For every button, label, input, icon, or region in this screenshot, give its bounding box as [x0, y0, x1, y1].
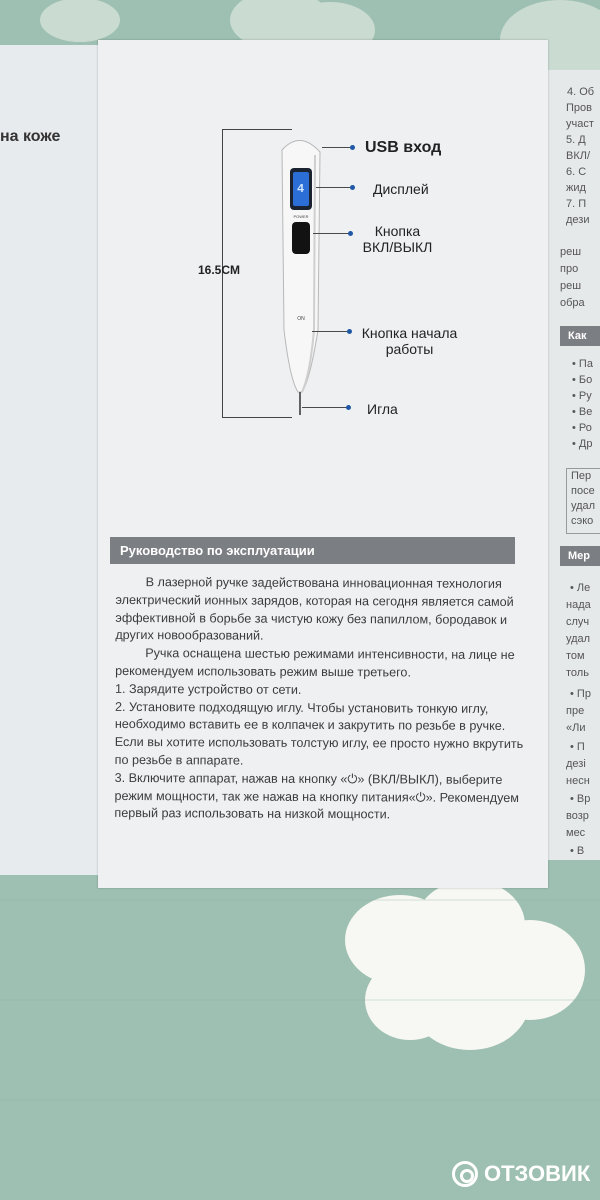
- leaflet-left-fold: [0, 45, 105, 875]
- right-line: • В: [570, 845, 585, 857]
- otzovik-watermark: [452, 1158, 590, 1190]
- instructions-text: [114, 574, 525, 825]
- right-line: случ: [566, 616, 590, 628]
- left-page-edge-text: на коже: [0, 128, 61, 145]
- right-bullet: • Ве: [572, 406, 593, 418]
- right-line: 6. С: [566, 166, 587, 178]
- right-bullet: • Бо: [572, 374, 593, 386]
- right-box-line: Пер: [571, 470, 592, 482]
- right-line: • Пр: [570, 688, 591, 700]
- right-bullet: • Ру: [572, 390, 592, 402]
- right-line: • Вр: [570, 793, 591, 805]
- right-line: Пров: [566, 102, 592, 114]
- callout-start-button: Кнопка начала работы: [361, 325, 458, 357]
- right-bullet: • Па: [572, 358, 593, 370]
- right-box-line: удал: [571, 500, 596, 512]
- leader-dot-usb: [350, 145, 355, 150]
- right-line: реш: [560, 246, 582, 258]
- right-section-bar-1: Как: [560, 326, 600, 346]
- callout-display: Дисплей: [373, 181, 429, 197]
- right-line: обра: [560, 297, 585, 309]
- pen-device-image: [270, 130, 330, 420]
- callout-needle: Игла: [367, 401, 398, 417]
- right-line: участ: [566, 118, 594, 130]
- callout-usb: USB вход: [365, 139, 442, 156]
- leader-dot-power-button: [348, 231, 353, 236]
- right-line: мес: [566, 827, 586, 839]
- right-line: том: [566, 650, 585, 662]
- leader-needle: [302, 407, 349, 408]
- svg-text:4: 4: [297, 182, 305, 196]
- right-line: несн: [566, 775, 590, 787]
- instructions-paragraph-2: Ручка оснащена шестью режимами интенсивности, на лице не рекомендуем использовать режим выше третьего.: [115, 646, 515, 680]
- right-box-line: посе: [571, 485, 595, 497]
- leader-start-button: [312, 331, 350, 332]
- otzovik-logo-icon: [452, 1161, 478, 1187]
- right-line: «Ли: [566, 722, 586, 734]
- leader-dot-start-button: [347, 329, 352, 334]
- right-bullet: • Ро: [572, 422, 592, 434]
- right-line: удал: [566, 633, 591, 645]
- pen-on-text: ON: [297, 316, 305, 322]
- right-line: возр: [566, 810, 589, 822]
- dimension-label: 16.5CM: [198, 263, 241, 277]
- right-line: про: [560, 263, 579, 275]
- instructions-step-3: 3. Включите аппарат, нажав на кнопку «⏻» (ВКЛ/ВЫКЛ), выберите режим мощности, так же нажав на кнопку питания«⏻». Рекомендуем первый раз использовать на низкой мощности.: [114, 770, 519, 822]
- leader-power-button: [313, 233, 350, 234]
- right-line: реш: [560, 280, 582, 292]
- right-line: 7. П: [566, 198, 587, 210]
- leader-dot-needle: [346, 405, 351, 410]
- instructions-step-1: 1. Зарядите устройство от сети.: [115, 681, 302, 697]
- right-box-line: сэко: [571, 515, 594, 527]
- leader-usb: [322, 147, 352, 148]
- right-line: дези: [566, 214, 590, 226]
- callout-power-button: Кнопка ВКЛ/ВЫКЛ: [362, 223, 433, 255]
- instructions-paragraph-1: В лазерной ручке задействована инновационная технология электрический ионных зарядов, которая на сегодня является самой эффективной в борьбе за чистую кожу без папиллом, бородавок и других новообразований.: [115, 575, 514, 644]
- leader-display: [316, 187, 352, 188]
- right-line: толь: [566, 667, 589, 679]
- right-section-bar-2: Мер: [560, 546, 600, 566]
- pen-power-text: POWER: [293, 214, 309, 219]
- right-line: • Ле: [570, 582, 591, 594]
- right-line: 4. Об: [567, 86, 595, 98]
- right-bullet: • Др: [572, 438, 593, 450]
- right-line: • П: [570, 741, 585, 753]
- right-line: пре: [566, 705, 585, 717]
- instructions-step-2: 2. Установите подходящую иглу. Чтобы установить тонкую иглу, необходимо вставить ее в колпачек и закрутить по резьбе в ручке. Если вы хотите использовать толстую иглу, ее просто нужно вкрутить по резьбе в аппарате.: [114, 699, 524, 768]
- right-line: жид: [566, 182, 586, 194]
- right-line: дезі: [566, 758, 586, 770]
- right-line: ВКЛ/: [566, 150, 591, 162]
- right-line: нада: [566, 599, 591, 611]
- leader-dot-display: [350, 185, 355, 190]
- watermark-text: ОТЗОВИК: [484, 1161, 591, 1186]
- section-title-bar: Руководство по эксплуатации: [110, 537, 515, 564]
- right-line: 5. Д: [566, 134, 586, 146]
